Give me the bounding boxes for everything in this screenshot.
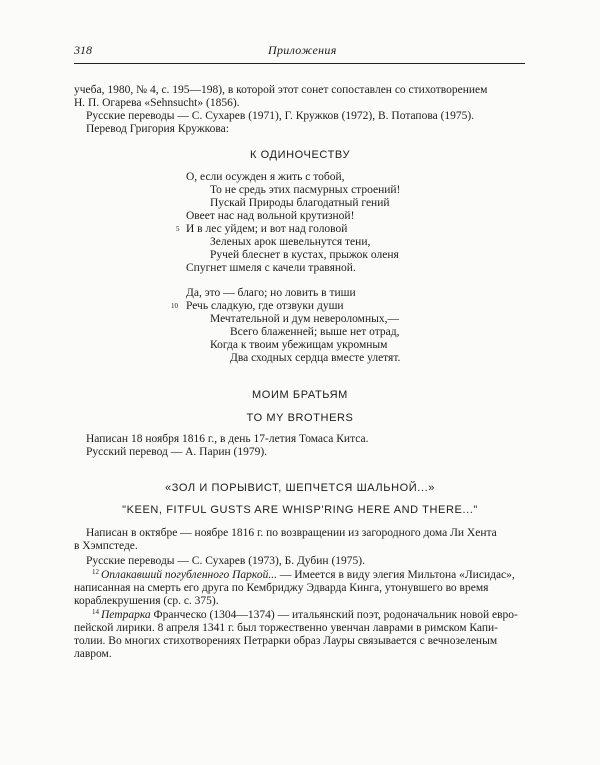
header-rule	[74, 63, 525, 64]
footnote-term: Петрарка	[101, 609, 151, 621]
intro-line-1: учеба, 1980, № 4, с. 195—198), в которой этот сонет сопоставлен со стихотворением	[74, 84, 488, 96]
line-number-5: 5	[176, 225, 180, 233]
poem-line: Когда к твоим убежищам укромным	[210, 339, 388, 351]
keen-para-line: Написан в октябре — ноябре 1816 г. по возвращении из загородного дома Ли Хента	[86, 527, 497, 539]
footnote-14-line: лавром.	[74, 648, 112, 660]
footnote-number: 14	[92, 608, 99, 616]
poem-line: Ручей блеснет в кустах, прыжок оленя	[210, 249, 399, 261]
footnote-14	[92, 609, 518, 623]
footnote-12	[92, 569, 515, 583]
footnote-number: 12	[92, 568, 99, 576]
keen-para-line: в Хэмпстеде.	[74, 540, 138, 552]
footnote-14-line: толии. Во многих стихотворениях Петрарки образ Лауры связывается с вечнозеленым	[74, 635, 498, 647]
poem-line: Спугнет шмеля с качели травяной.	[186, 262, 356, 274]
poem-line: Пускай Природы благодатный гений	[210, 197, 390, 209]
section-title-ru: МОИМ БРАТЬЯМ	[252, 389, 348, 401]
footnote-14-line: пейской лирики. 8 апреля 1341 г. был торжественно увенчан лаврами в римском Капи-	[74, 622, 499, 634]
poem-line: И в лес уйдем; и вот над головой	[186, 223, 348, 235]
brothers-note-1: Написан 18 ноября 1816 г., в день 17-летия Томаса Китса.	[86, 433, 369, 445]
footnote-text: Франческо (1304—1374) — итальянский поэт, родоначальник новой евро-	[150, 609, 518, 621]
footnote-12-line: кораблекрушения (ср. с. 375).	[74, 595, 219, 607]
running-title: Приложения	[268, 43, 337, 57]
page-number: 318	[74, 43, 92, 57]
poem-line: Речь сладкую, где отзвуки души	[186, 300, 344, 312]
poem-line: Зеленых арок шевельнутся тени,	[210, 236, 371, 248]
poem-line: Да, это — благо; но ловить в тиши	[186, 287, 356, 299]
footnote-text: — Имеется в виду элегия Мильтона «Лисидас»,	[277, 569, 515, 581]
poem-line: Два сходных сердца вместе улетят.	[230, 352, 401, 364]
intro-line-4: Перевод Григория Кружкова:	[86, 123, 229, 135]
section-title-en: TO MY BROTHERS	[246, 412, 354, 424]
intro-line-2: Н. П. Огарева «Sehnsucht» (1856).	[74, 97, 240, 109]
poem-line: То не средь этих пасмурных строений!	[210, 184, 401, 196]
poem-line: Всего блаженней; выше нет отрад,	[230, 326, 400, 338]
section-title-ru: «ЗОЛ И ПОРЫВИСТ, ШЕПЧЕТСЯ ШАЛЬНОЙ...»	[165, 482, 435, 494]
footnote-quote: Оплакавший погубленного Паркой...	[101, 569, 277, 581]
section-title-en: "KEEN, FITFUL GUSTS ARE WHISP'RING HERE AND THERE..."	[122, 504, 478, 516]
poem-line: О, если осужден я жить с тобой,	[186, 171, 345, 183]
line-number-10: 10	[171, 302, 178, 310]
footnote-12-line: написанная на смерть его друга по Кембриджу Эдварда Кинга, утонувшего во время	[74, 582, 489, 594]
poem-line: Овеет нас над вольной крутизной!	[186, 210, 355, 222]
poem-title: К ОДИНОЧЕСТВУ	[249, 149, 351, 161]
keen-para-line: Русские переводы — С. Сухарев (1973), Б. Дубин (1975).	[86, 555, 365, 567]
brothers-note-2: Русский перевод — А. Парин (1979).	[86, 446, 268, 458]
intro-line-3: Русские переводы — С. Сухарев (1971), Г. Кружков (1972), В. Потапова (1975).	[86, 110, 475, 122]
poem-line: Мечтательной и дум невероломных,—	[210, 313, 399, 325]
